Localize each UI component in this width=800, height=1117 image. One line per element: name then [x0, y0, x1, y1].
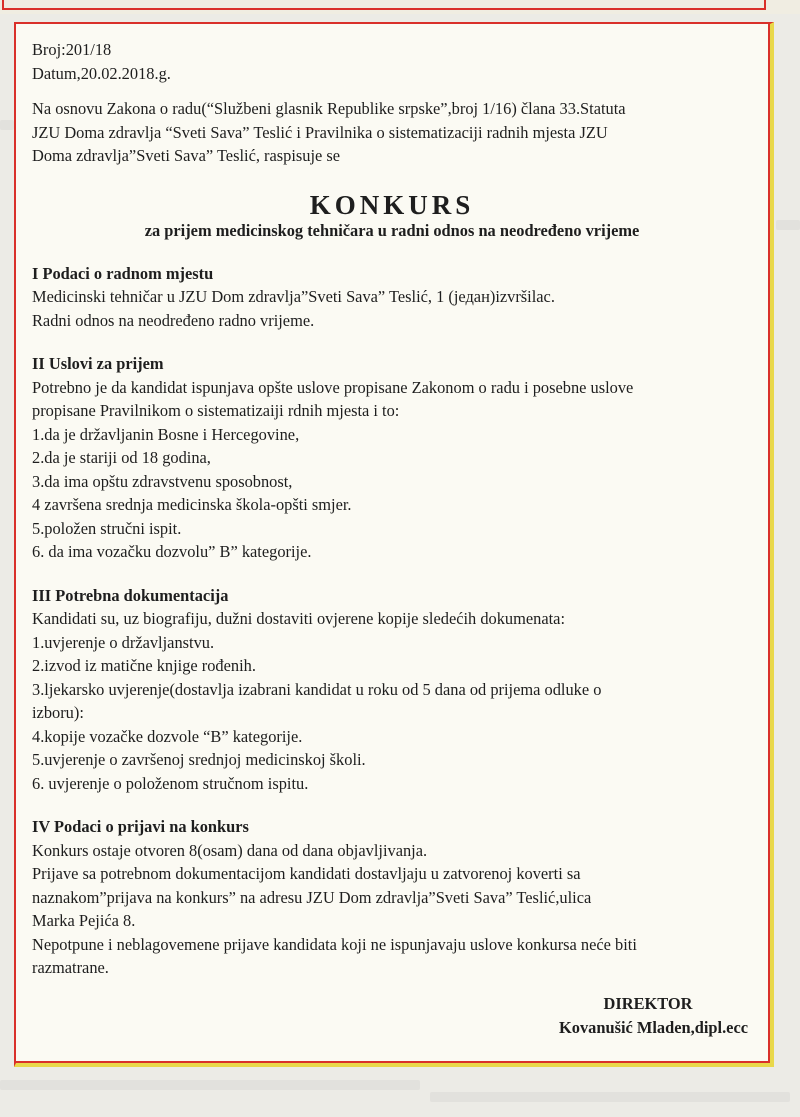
- list-item: 1.uvjerenje o državljanstvu.: [32, 632, 215, 652]
- announcement-content: [32, 38, 752, 1040]
- section-line: Konkurs ostaje otvoren 8(osam) dana od dana objavljivanja.: [32, 840, 428, 860]
- intro-line: JZU Doma zdravlja “Sveti Sava” Teslić i Pravilnika o sistematizaciji radnih mjesta JZU: [32, 122, 608, 142]
- list-item: 6. uvjerenje o položenom stručnom ispitu.: [32, 773, 309, 793]
- list-item: izboru):: [32, 703, 84, 722]
- list-item: 1.da je državljanin Bosne i Hercegovine,: [32, 424, 300, 444]
- bleed-through-mark: [0, 120, 14, 130]
- signature-role: DIREKTOR: [603, 993, 693, 1013]
- section-heading: I Podaci o radnom mjestu: [32, 263, 214, 283]
- list-item: 6. da ima vozačku dozvolu” B” kategorije.: [32, 542, 312, 561]
- signature-block: [32, 992, 752, 1040]
- section-line: Radni odnos na neodređeno radno vrijeme.: [32, 310, 315, 330]
- section-line: razmatrane.: [32, 958, 109, 977]
- section-heading: IV Podaci o prijavi na konkurs: [32, 817, 249, 836]
- page-title: KONKURS: [309, 189, 475, 220]
- section-line: naznakom”prijava na konkurs” na adresu JZU Dom zdravlja”Sveti Sava” Teslić,ulica: [32, 887, 592, 907]
- list-item: 4 završena srednja medicinska škola-opšti smjer.: [32, 495, 352, 514]
- section-line: Prijave sa potrebnom dokumentacijom kandidati dostavljaju u zatvorenoj koverti sa: [32, 864, 581, 883]
- section-line: propisane Pravilnikom o sistematizaiji rdnih mjesta i to:: [32, 401, 400, 420]
- bleed-through-mark: [0, 1080, 420, 1090]
- intro-line: Doma zdravlja”Sveti Sava” Teslić, raspisuje se: [32, 146, 341, 165]
- section-line: Marka Pejića 8.: [32, 911, 136, 930]
- section-line: Potrebno je da kandidat ispunjava opšte uslove propisane Zakonom o radu i posebne uslove: [32, 377, 634, 397]
- document-number: Broj:201/18: [32, 40, 112, 59]
- list-item: 5.položen stručni ispit.: [32, 518, 182, 538]
- section-line: Medicinski tehničar u JZU Dom zdravlja”Sveti Sava” Teslić, 1 (један)izvršilac.: [32, 287, 555, 306]
- list-item: 3.ljekarsko uvjerenje(dostavlja izabrani kandidat u roku od 5 dana od prijema odluke o: [32, 679, 602, 699]
- section-heading: III Potrebna dokumentacija: [32, 585, 229, 605]
- list-item: 5.uvjerenje o završenoj srednjoj medicinskoj školi.: [32, 750, 366, 769]
- section-line: Kandidati su, uz biografiju, dužni dostaviti ovjerene kopije sledećih dokumenata:: [32, 609, 566, 628]
- intro-line: Na osnovu Zakona o radu(“Službeni glasnik Republike srpske”,broj 1/16) člana 33.Statuta: [32, 99, 626, 118]
- list-item: 2.da je stariji od 18 godina,: [32, 448, 211, 467]
- bleed-through-mark: [430, 1092, 790, 1102]
- list-item: 4.kopije vozačke dozvole “B” kategorije.: [32, 726, 303, 746]
- section-heading: II Uslovi za prijem: [32, 354, 164, 373]
- announcement-box: [14, 22, 774, 1067]
- section-line: Nepotpune i neblagovemene prijave kandidata koji ne ispunjavaju uslove konkursa neće biti: [32, 934, 637, 954]
- document-date: Datum,20.02.2018.g.: [32, 63, 171, 83]
- previous-ad-border: [2, 0, 766, 10]
- list-item: 2.izvod iz matične knjige rođenih.: [32, 656, 256, 675]
- bleed-through-mark: [776, 220, 800, 230]
- signature-name: Kovanušić Mladen,dipl.ecc: [559, 1017, 748, 1037]
- previous-ad-strip: [0, 0, 800, 14]
- page-subtitle: za prijem medicinskog tehničara u radni odnos na neodređeno vrijeme: [144, 220, 640, 240]
- list-item: 3.da ima opštu zdravstvenu sposobnost,: [32, 471, 293, 491]
